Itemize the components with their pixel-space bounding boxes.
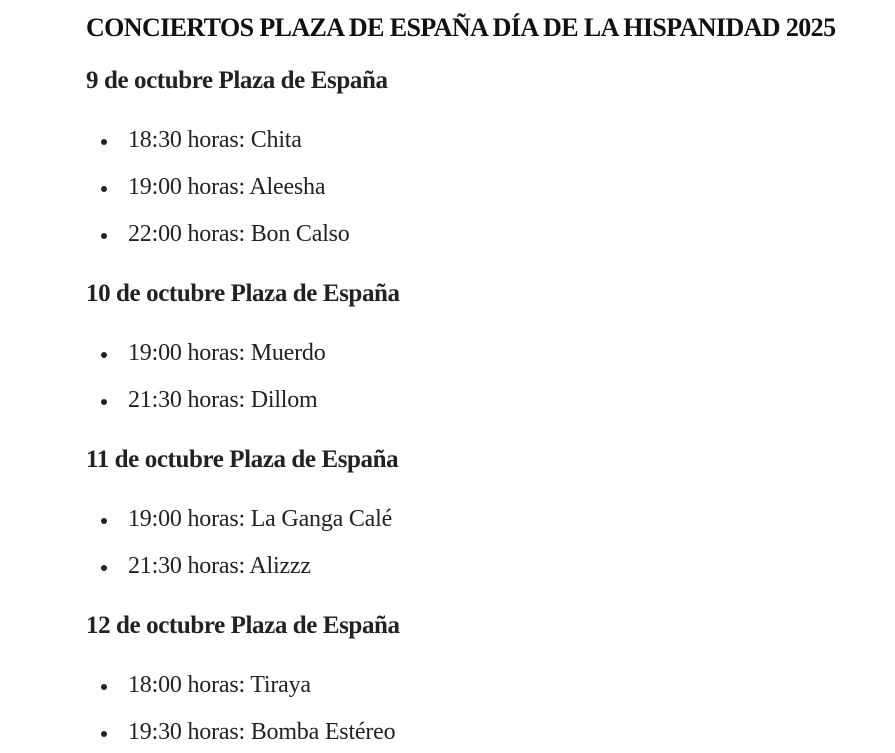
list-item (86, 125, 876, 155)
bullet-icon (101, 684, 107, 690)
day-heading: 12 de octubre Plaza de España (86, 612, 400, 639)
day-heading: 9 de octubre Plaza de España (86, 67, 388, 94)
concert-text: 19:30 horas: Bomba Estéreo (128, 719, 396, 745)
list-item (86, 219, 876, 249)
bullet-icon (101, 731, 107, 737)
bullet-icon (101, 518, 107, 524)
concert-list (86, 338, 876, 415)
list-item (86, 670, 876, 700)
list-item (86, 551, 876, 581)
concert-list (86, 504, 876, 581)
article-title: CONCIERTOS PLAZA DE ESPAÑA DÍA DE LA HISPANIDAD 2025 (86, 13, 836, 42)
day-heading: 10 de octubre Plaza de España (86, 280, 400, 307)
bullet-icon (101, 186, 107, 192)
list-item (86, 172, 876, 202)
list-item (86, 717, 876, 747)
list-item (86, 504, 876, 534)
list-item (86, 385, 876, 415)
concert-text: 21:30 horas: Dillom (128, 387, 318, 413)
list-item (86, 338, 876, 368)
day-section-12-october (86, 611, 876, 747)
bullet-icon (101, 399, 107, 405)
day-section-9-october (86, 66, 876, 249)
concert-list (86, 125, 876, 249)
bullet-icon (101, 352, 107, 358)
article-body (86, 12, 876, 747)
bullet-icon (101, 233, 107, 239)
concert-text: 21:30 horas: Alizzz (128, 553, 311, 579)
concert-list (86, 670, 876, 747)
concert-text: 18:30 horas: Chita (128, 127, 302, 153)
bullet-icon (101, 139, 107, 145)
concert-text: 19:00 horas: Muerdo (128, 340, 326, 366)
concert-text: 19:00 horas: La Ganga Calé (128, 506, 393, 532)
concert-text: 19:00 horas: Aleesha (128, 174, 326, 200)
day-section-11-october (86, 445, 876, 581)
day-heading: 11 de octubre Plaza de España (86, 446, 399, 473)
concert-text: 18:00 horas: Tiraya (128, 672, 311, 698)
bullet-icon (101, 565, 107, 571)
day-section-10-october (86, 279, 876, 415)
concert-text: 22:00 horas: Bon Calso (128, 221, 350, 247)
